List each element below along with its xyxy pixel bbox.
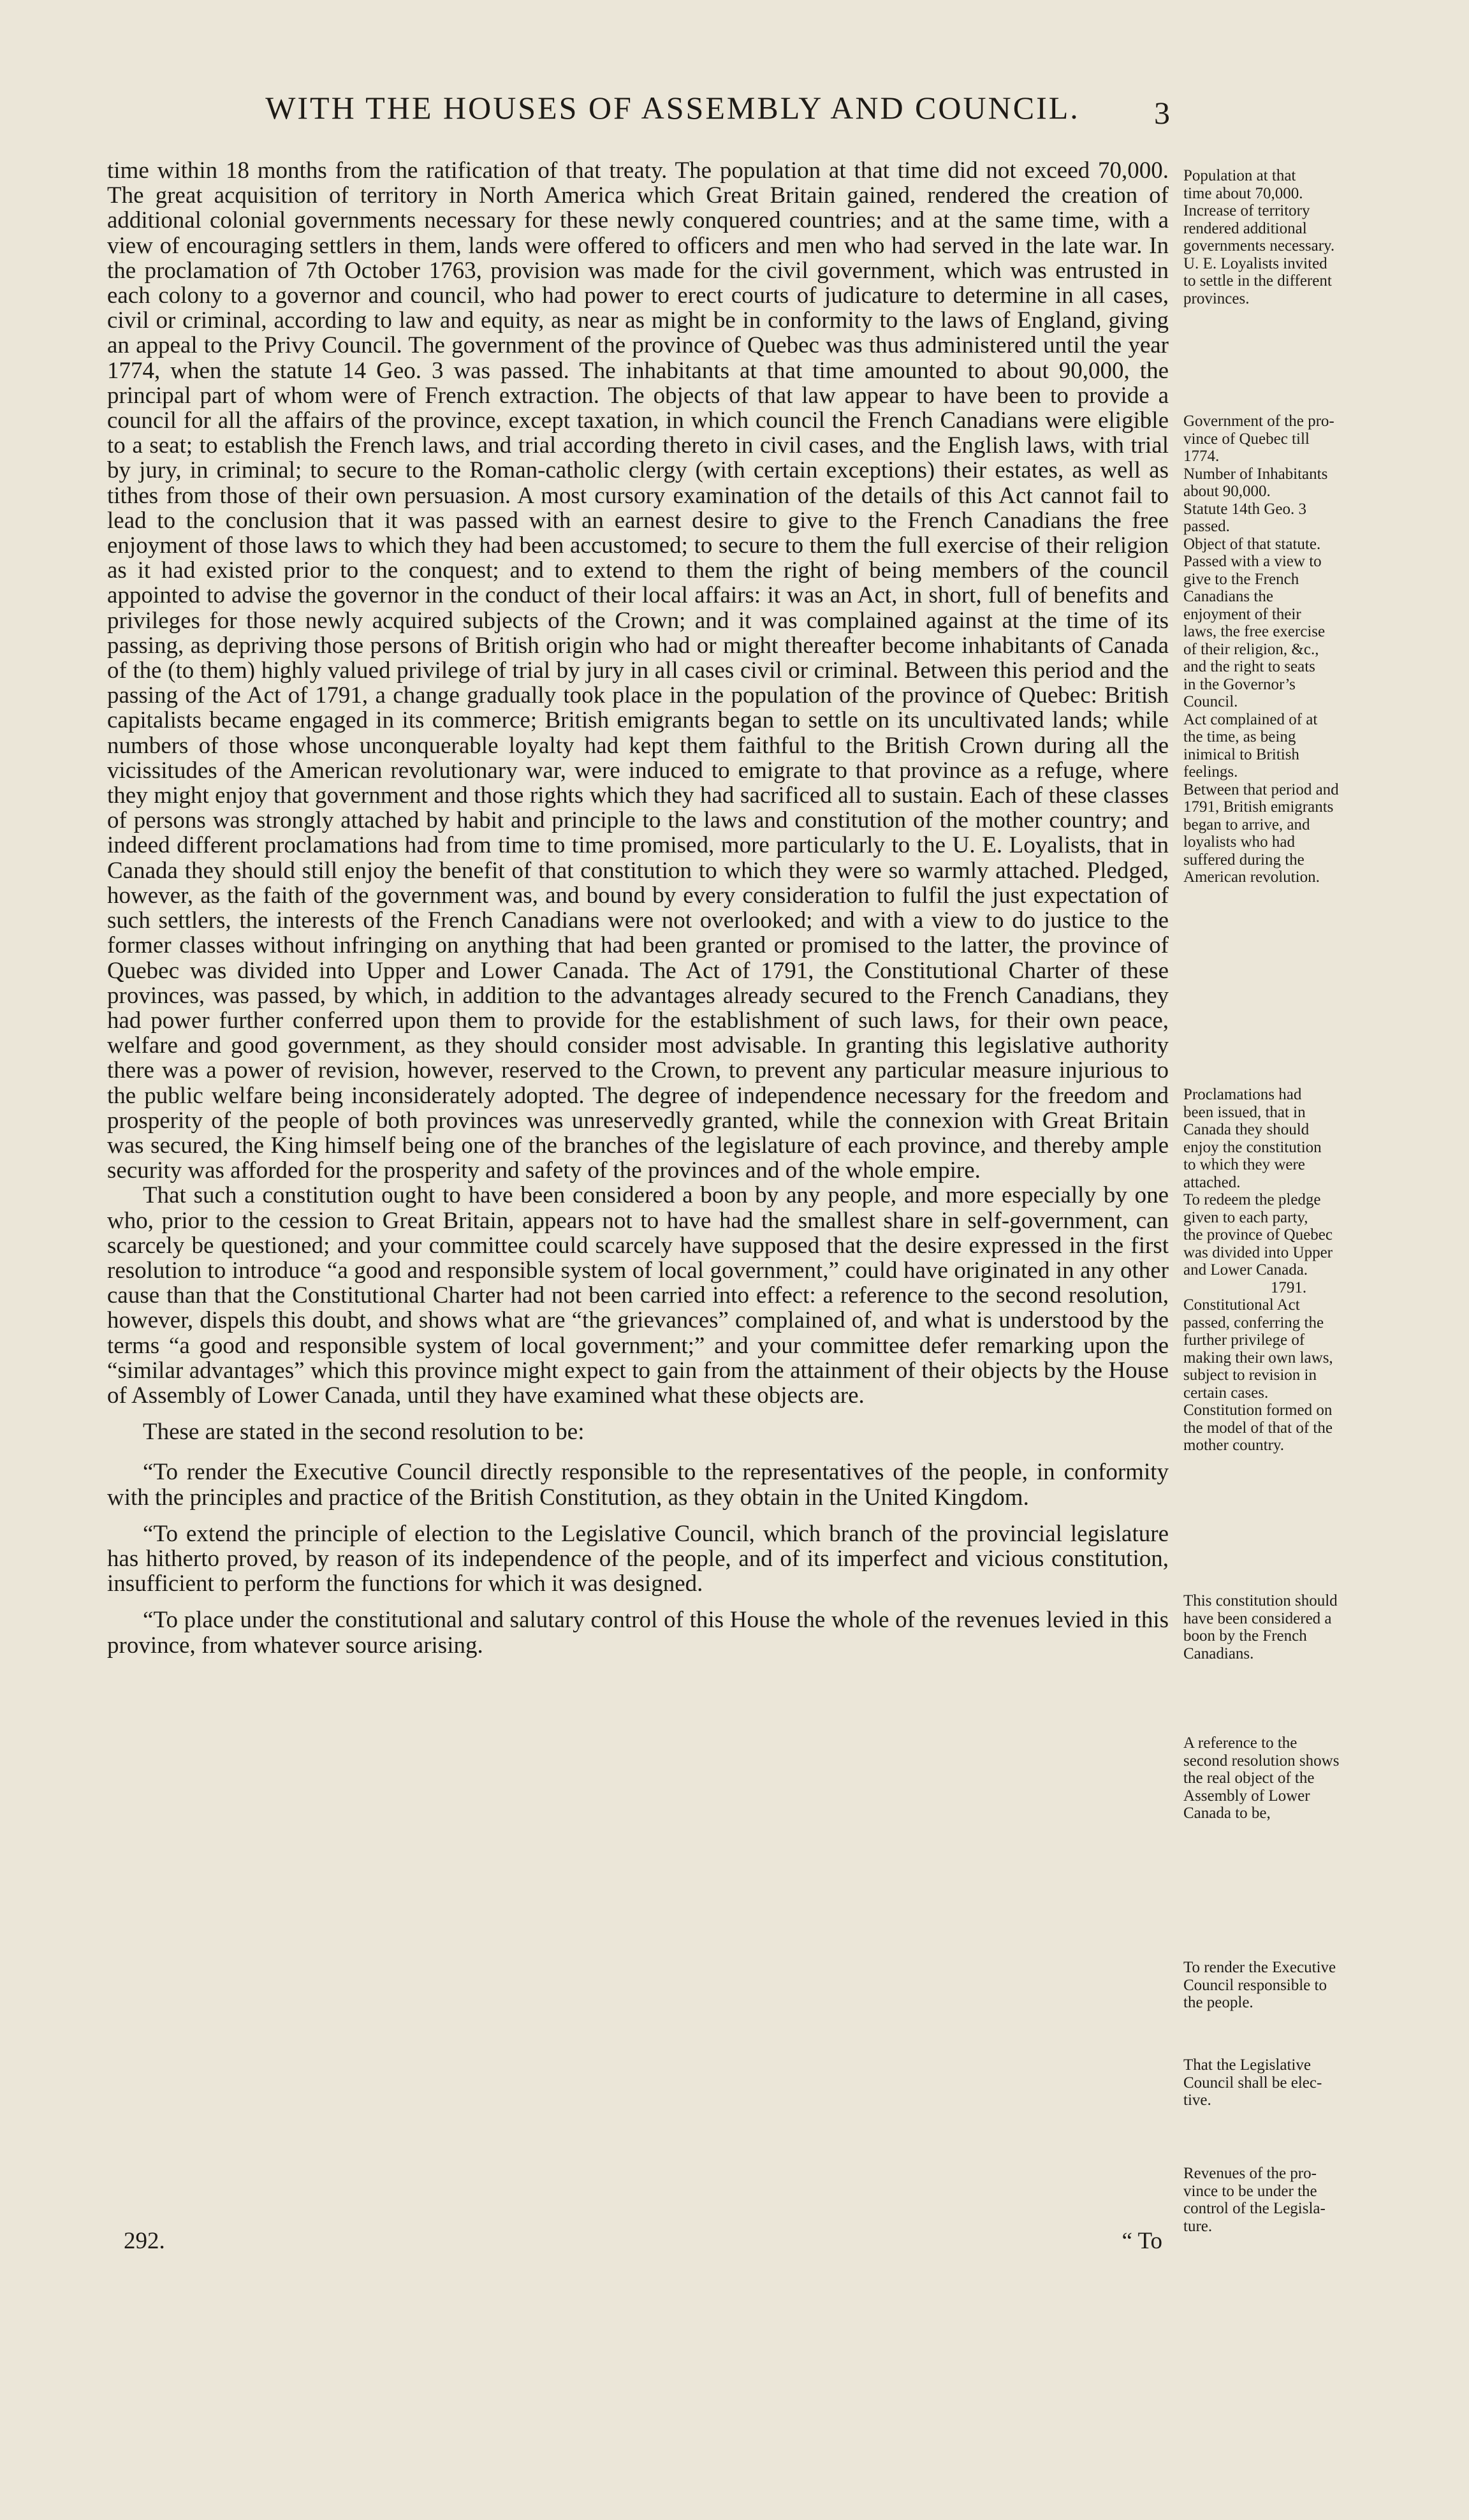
margin-note-line: passed. (1183, 518, 1230, 535)
margin-note-line: Council. (1183, 693, 1238, 710)
margin-note-line: provinces. (1183, 289, 1250, 307)
margin-note-line: give to the French (1183, 570, 1299, 588)
margin-note-line: Constitution formed on (1183, 1402, 1333, 1419)
margin-note-line: Government of the pro- (1183, 413, 1334, 430)
margin-note-line: second resolution shows (1183, 1752, 1340, 1769)
margin-note-line: mother country. (1183, 1437, 1285, 1454)
margin-note-line: enjoyment of their (1183, 605, 1301, 623)
margin-note-line: to settle in the different (1183, 272, 1332, 289)
margin-note-line: Proclamations had (1183, 1086, 1302, 1103)
margin-note-population (1183, 167, 1394, 307)
margin-note-line: loyalists who had (1183, 833, 1295, 851)
margin-note-line: vince of Quebec till (1183, 430, 1310, 448)
margin-note-line: began to arrive, and (1183, 816, 1310, 833)
margin-note-line: A reference to the (1183, 1734, 1297, 1752)
margin-note-line: Revenues of the pro- (1183, 2165, 1317, 2182)
margin-note-executive-council (1183, 1959, 1394, 2012)
margin-note-line: governments necessary. (1183, 237, 1335, 254)
margin-note-line: was divided into Upper (1183, 1243, 1333, 1261)
margin-note-line: laws, the free exercise (1183, 623, 1326, 640)
margin-note-line: To render the Executive (1183, 1959, 1336, 1976)
quote-executive-council: “To render the Executive Council directly responsible to the representatives of the people, in conformity with the principles and practice of the British Constitution, as they obtain in the United Kingdom. (107, 1459, 1169, 1511)
margin-note-line: in the Governor’s (1183, 675, 1296, 693)
quote-revenues: “To place under the constitutional and salutary control of this House the whole of the revenues levied in this province, from whatever source arising. (107, 1607, 1169, 1659)
margin-note-quebec-1774 (1183, 413, 1394, 886)
margin-note-line: and the right to seats (1183, 658, 1315, 675)
margin-note-line: subject to revision in (1183, 1366, 1317, 1384)
margin-note-line: This constitution should (1183, 1592, 1338, 1609)
margin-note-line: Statute 14th Geo. 3 (1183, 500, 1307, 518)
margin-note-line: U. E. Loyalists invited (1183, 254, 1327, 272)
main-text-column (107, 158, 1169, 1658)
margin-note-line: Passed with a view to (1183, 553, 1322, 570)
margin-note-line: Assembly of Lower (1183, 1787, 1310, 1805)
margin-note-second-resolution (1183, 1734, 1394, 1822)
margin-note-line: Number of Inhabitants (1183, 465, 1328, 483)
margin-note-line: and Lower Canada. (1183, 1261, 1308, 1278)
margin-note-line: about 90,000. (1183, 483, 1271, 500)
margin-note-line: certain cases. (1183, 1384, 1269, 1402)
margin-note-line: 1791. (1270, 1278, 1307, 1296)
margin-note-line: enjoy the constitution (1183, 1138, 1322, 1156)
margin-note-line: feelings. (1183, 763, 1238, 780)
margin-note-line: the time, as being (1183, 728, 1296, 745)
margin-note-legislative-council (1183, 2056, 1394, 2109)
margin-note-line: Population at that (1183, 167, 1296, 184)
margin-note-line: attached. (1183, 1173, 1241, 1191)
paragraph-constitution-boon: That such a constitution ought to have been considered a boon by any people, and more especially by one who, prior to the cession to Great Britain, appears not to have had the smallest share in self-government, can scarcely be questioned; and your committee could scarcely have supposed that the desire expressed in the first resolution to introduce “a good and responsible system of local government,” could have originated in any other cause than that the Constitutional Charter had not been carried into effect: a reference to the second resolution, however, dispels this doubt, and shows what are “the grievances” complained of, and what is understood by the terms “a good and responsible system of local government;” and your committee defer remarking upon the “similar advantages” which this province might expect to gain from the attainment of their objects by the House of Assembly of Lower Canada, until they have examined what these objects are. (107, 1182, 1169, 1409)
margin-note-line: 1791, British emigrants (1183, 798, 1334, 816)
margin-note-line: the model of that of the (1183, 1419, 1333, 1437)
margin-note-line: ture. (1183, 2217, 1213, 2235)
margin-note-line: vince to be under the (1183, 2182, 1317, 2200)
margin-note-line: the province of Quebec (1183, 1226, 1333, 1243)
paragraph-history: time within 18 months from the ratification of that treaty. The population at that time did not exceed 70,000. The great acquisition of territory in North America which Great Britain gained, rendered the creation of additional colonial governments necessary for these newly conquered countries; and at the same time, with a view of encouraging settlers in them, lands were offered to officers and men who had served in the late war. In the proclamation of 7th October 1763, provision was made for the civil government, which was entrusted in each colony to a governor and council, who had power to erect courts of judicature to determine in all cases, civil or criminal, according to law and equity, as near as might be in conformity to the laws of England, giving an appeal to the Privy Council. The government of the province of Quebec was thus administered until the year 1774, when the statute 14 Geo. 3 was passed. The inhabitants at that time amounted to about 90,000, the principal part of whom were of French extraction. The objects of that law appear to have been to provide a council for all the affairs of the province, except taxation, in which council the French Canadians were eligible to a seat; to establish the French laws, and trial according thereto in civil cases, and the English laws, with trial by jury, in criminal; to secure to the Roman-catholic clergy (with certain exceptions) their estates, as well as tithes from those of their own persuasion. A most cursory examination of the details of this Act cannot fail to lead to the conclusion that it was passed with an earnest desire to give to the French Canadians the free enjoyment of those laws to which they had been accustomed; to secure to them the full exercise of their religion as it had existed prior to the conquest; and to extend to them the right of being members of the council appointed to advise the governor in the conduct of their local affairs: it was an Act, in short, full of benefits and privileges for those newly acquired subjects of the Crown; and it was complained against at the time of its passing, as depriving those persons of British origin who had or might thereafter become inhabitants of Canada of the (to them) highly valued privilege of trial by jury in all cases civil or criminal. Between this period and the passing of the Act of 1791, a change gradually took place in the population of the province of Quebec: British capitalists became engaged in its commerce; British emigrants began to settle on its uncultivated lands; while numbers of those whose unconquerable loyalty had kept them faithful to the British Crown during all the vicissitudes of the American revolutionary war, were induced to emigrate to that province as a refuge, where they might enjoy that government and those rights which they had sacrificed all to sustain. Each of these classes of persons was strongly attached by habit and principle to the laws and constitution of the mother country; and indeed different proclamations had from time to time promised, more particularly to the U. E. Loyalists, that in Canada they should still enjoy the benefit of that constitution to which they were so warmly attached. Pledged, however, as the faith of the government was, and bound by every consideration to fulfil the just expectation of such settlers, the interests of the French Canadians were not overlooked; and with a view to do justice to the former classes without infringing on anything that had been granted or promised to the latter, the province of Quebec was divided into Upper and Lower Canada. The Act of 1791, the Constitutional Charter of these provinces, was passed, by which, in addition to the advantages already secured to the French Canadians, they had power further conferred upon them to provide for the establishment of such laws, for their own peace, welfare and good government, as they should consider most advisable. In granting this legislative authority there was a power of revision, however, reserved to the Crown, to prevent any particular measure injurious to the public welfare being inconsiderately adopted. The degree of independence necessary for the freedom and prosperity of the people of both provinces was unreservedly granted, while the connexion with Great Britain was secured, the King himself being one of the branches of the legislature of each province, and thereby ample security was afforded for the prosperity and safety of the provinces and of the whole empire. (107, 158, 1169, 1184)
margin-note-line: Canadians the (1183, 588, 1273, 605)
margin-note-proclamations (1183, 1086, 1394, 1454)
margin-note-line: Constitutional Act (1183, 1296, 1300, 1314)
margin-note-line: have been considered a (1183, 1609, 1332, 1627)
margin-note-line: To redeem the pledge (1183, 1191, 1321, 1208)
margin-note-line: Canadians. (1183, 1645, 1254, 1662)
margin-note-line: boon by the French (1183, 1627, 1307, 1645)
margin-note-line: control of the Legisla- (1183, 2200, 1326, 2217)
paragraph-second-resolution: These are stated in the second resolution to be: (143, 1419, 585, 1446)
margin-note-line: the people. (1183, 1994, 1253, 2011)
margin-note-line: Council shall be elec- (1183, 2074, 1322, 2091)
margin-note-line: Canada to be, (1183, 1805, 1271, 1822)
margin-note-line: of their religion, &c., (1183, 640, 1319, 658)
margin-note-line: been issued, that in (1183, 1103, 1306, 1121)
margin-note-line: given to each party, (1183, 1208, 1308, 1226)
running-head: WITH THE HOUSES OF ASSEMBLY AND COUNCIL. (265, 90, 1080, 126)
printer-signature: 292. (124, 2228, 165, 2254)
margin-note-line: Between that period and (1183, 780, 1339, 798)
margin-note-line: Council responsible to (1183, 1976, 1327, 1994)
margin-note-line: That the Legislative (1183, 2056, 1311, 2074)
margin-note-line: Increase of territory (1183, 202, 1310, 219)
margin-note-line: Canada they should (1183, 1121, 1310, 1138)
quote-legislative-council: “To extend the principle of election to the Legislative Council, which branch of the provincial legislature has hitherto proved, by reason of its independence of the people, and of its imperfect and vicious constitution, insufficient to perform the functions for which it was designed. (107, 1520, 1169, 1597)
margin-note-line: rendered additional (1183, 219, 1307, 237)
page-number: 3 (1154, 95, 1170, 131)
margin-note-line: Object of that statute. (1183, 535, 1321, 553)
catchword: “ To (1122, 2228, 1162, 2254)
margin-note-line: inimical to British (1183, 745, 1299, 763)
margin-note-line: further privilege of (1183, 1331, 1305, 1349)
margin-note-line: Act complained of at (1183, 710, 1318, 728)
margin-note-line: passed, conferring the (1183, 1314, 1324, 1331)
margin-note-boon (1183, 1592, 1394, 1662)
margin-note-line: American revolution. (1183, 868, 1320, 886)
margin-note-line: 1774. (1183, 448, 1220, 465)
margin-note-line: making their own laws, (1183, 1349, 1333, 1366)
margin-note-line: time about 70,000. (1183, 184, 1303, 202)
margin-note-line: tive. (1183, 2091, 1211, 2109)
margin-note-line: to which they were (1183, 1156, 1305, 1173)
margin-note-line: suffered during the (1183, 851, 1305, 868)
margin-note-revenues (1183, 2165, 1394, 2235)
margin-note-line: the real object of the (1183, 1769, 1315, 1787)
